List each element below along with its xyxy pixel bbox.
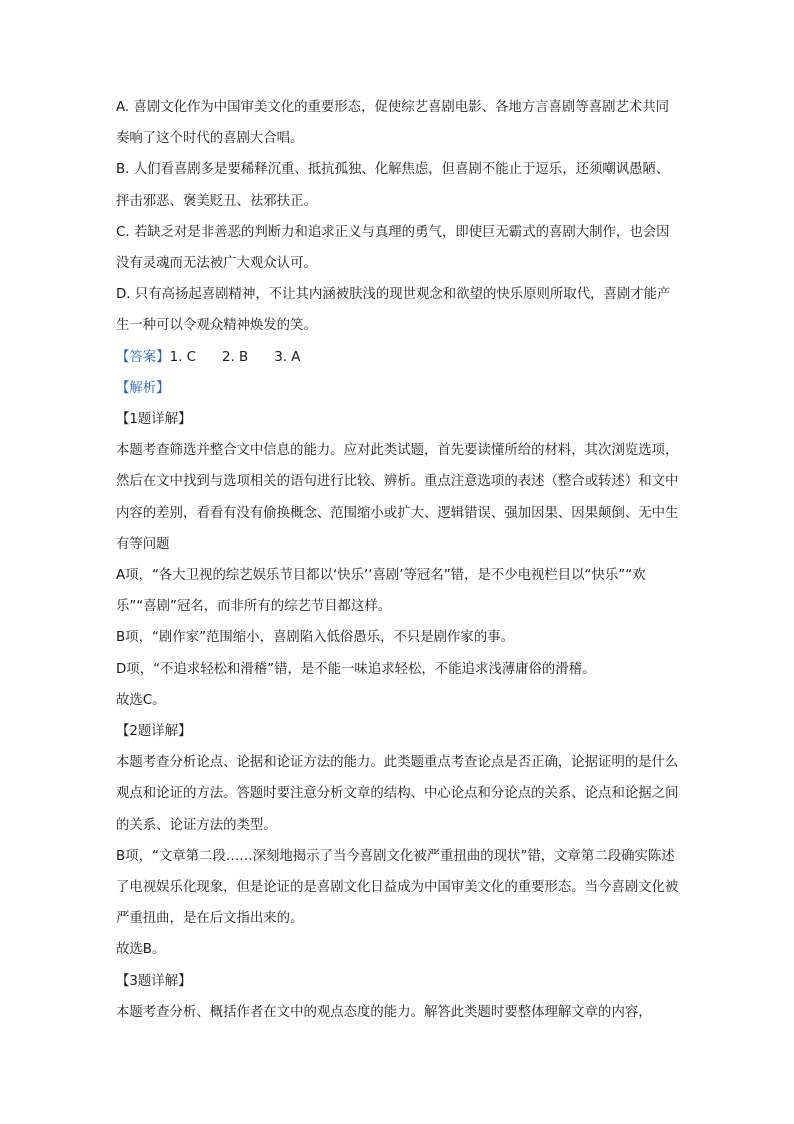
answer-label: 【答案】 — [116, 349, 170, 365]
q2-intro: 本题考查分析论点、论据和论证方法的能力。此类题重点考查论点是否正确，论据证明的是什么观点和论证的方法。答题时要注意分析文章的结构、中心论点和分论点的关系、论点和论据之间的关系、论证方法的类型。 — [116, 755, 679, 833]
answer-item: 1. C — [169, 349, 196, 365]
answer-item: 3. A — [274, 349, 301, 365]
q1-analysis-d: D项，“不追求轻松和滑稽”错，是不能一味追求轻松，不能追求浅薄庸俗的滑稽。 — [116, 661, 596, 677]
q3-intro: 本题考查分析、概括作者在文中的观点态度的能力。解答此类题时要整体理解文章的内容， — [116, 1004, 652, 1020]
option-a: A. 喜剧文化作为中国审美文化的重要形态，促使综艺喜剧电影、各地方言喜剧等喜剧艺术共同奏响了这个时代的喜剧大合唱。 — [116, 100, 670, 147]
option-d: D. 只有高扬起喜剧精神，不让其内涵被肤浅的现世观念和欲望的快乐原则所取代，喜剧才能产生一种可以令观众精神焕发的笑。 — [116, 287, 671, 334]
q1-analysis-a: A项，“各大卫视的综艺娱乐节目都以‘快乐’‘喜剧’等冠名”错，是不少电视栏目以“快乐”“欢乐”“喜剧”冠名，而非所有的综艺节目都这样。 — [116, 568, 646, 615]
option-c: C. 若缺乏对是非善恶的判断力和追求正义与真理的勇气，即使巨无霸式的喜剧大制作，也会因没有灵魂而无法被广大观众认可。 — [116, 224, 670, 272]
q1-analysis-b: B项，“剧作家”范围缩小，喜剧陷入低俗愚乐，不只是剧作家的事。 — [116, 630, 514, 646]
q2-heading: 【2题详解】 — [116, 724, 192, 740]
q2-analysis-b: B项，“文章第二段……深刻地揭示了当今喜剧文化被严重扭曲的现状”错，文章第二段确实陈述了电视娱乐化现象，但是论证的是喜剧文化日益成为中国审美文化的重要形态。当今喜剧文化被严重扭曲，是在后文指出来的。 — [116, 848, 679, 927]
document-body — [116, 92, 682, 1028]
q1-heading: 【1题详解】 — [116, 412, 192, 428]
q1-choice: 故选C。 — [116, 692, 166, 708]
answer-item: 2. B — [221, 349, 249, 365]
q3-heading: 【3题详解】 — [116, 973, 192, 989]
option-b: B. 人们看喜剧多是要稀释沉重、抵抗孤独、化解焦虑，但喜剧不能止于逗乐，还须嘲讽愚陋、抨击邪恶、褒美贬丑、祛邪扶正。 — [116, 162, 670, 209]
analysis-label: 【解析】 — [116, 380, 170, 396]
q2-choice: 故选B。 — [116, 942, 166, 958]
answer-line — [116, 342, 682, 373]
q1-intro: 本题考查筛选并整合文中信息的能力。应对此类试题，首先要读懂所给的材料，其次浏览选项，然后在文中找到与选项相关的语句进行比较、辨析。重点注意选项的表述（整合或转述）和文中内容的差别，看看有没有偷换概念、范围缩小或扩大、逻辑错误、强加因果、因果颠倒、无中生有等问题 — [116, 443, 679, 552]
